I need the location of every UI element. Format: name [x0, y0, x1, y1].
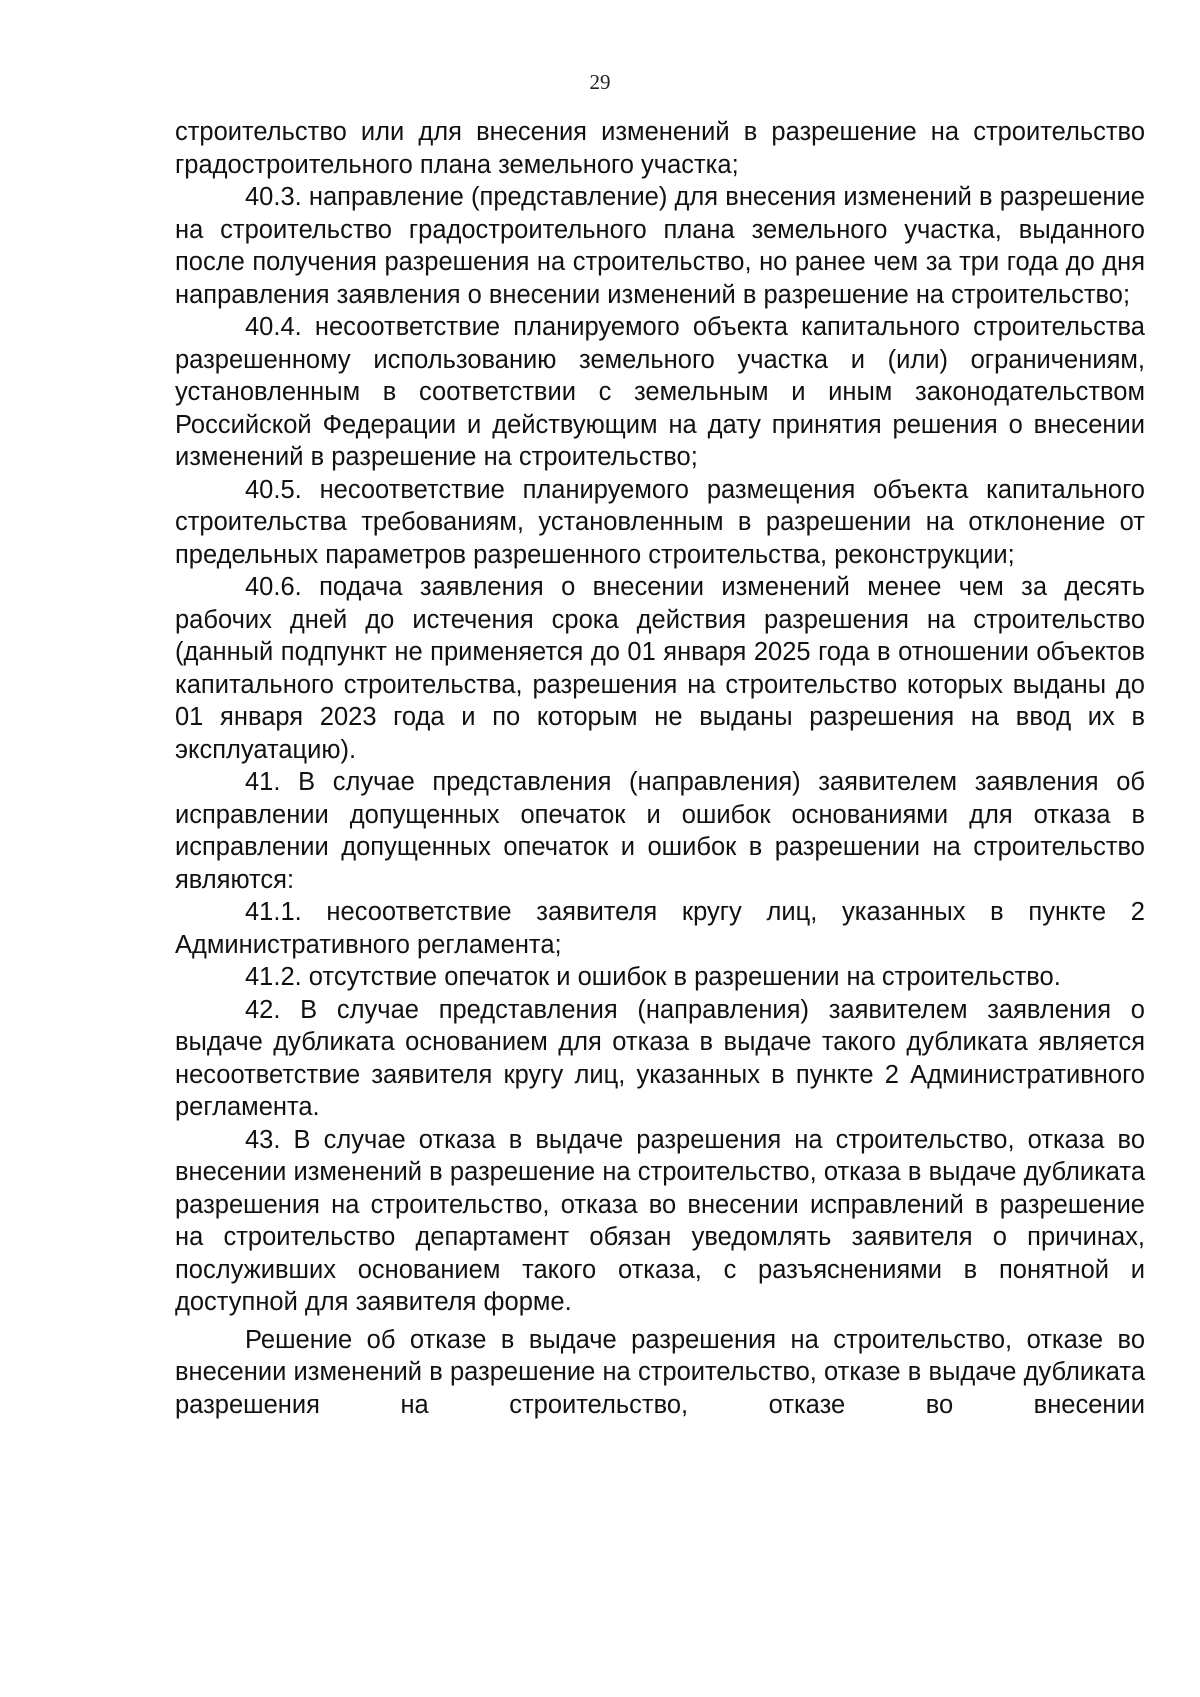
paragraph: 40.4. несоответствие планируемого объекта капитального строительства разрешенному использованию земельного участка и (или) ограничениям, установленным в соответствии с земельным и иным законодательством Российской Федерации и действующим на дату принятия решения о внесении изменений в разрешение на строительство;: [175, 313, 1145, 471]
paragraph: 41.1. несоответствие заявителя кругу лиц, указанных в пункте 2 Административного регламента;: [175, 898, 1145, 959]
paragraph: Решение об отказе в выдаче разрешения на строительство, отказе во внесении изменений в разрешение на строительство, отказе в выдаче дубликата разрешения на строительство, отказе во внесении: [175, 1325, 1145, 1419]
paragraph: 42. В случае представления (направления) заявителем заявления о выдаче дубликата основанием для отказа в выдаче такого дубликата является несоответствие заявителя кругу лиц, указанных в пункте 2 Административного регламента.: [175, 995, 1145, 1121]
document-body: [175, 116, 1145, 1421]
page-number: 29: [589, 70, 611, 94]
paragraph: 43. В случае отказа в выдаче разрешения на строительство, отказа во внесении изменений в разрешение на строительство, отказа в выдаче дубликата разрешения на строительство, отказа во внесении исправлений в разрешение на строительство департамент обязан уведомлять заявителя о причинах, послуживших основанием такого отказа, с разъяснениями в понятной и доступной для заявителя форме.: [175, 1125, 1145, 1316]
paragraph: строительство или для внесения изменений в разрешение на строительство градостроительного плана земельного участка;: [175, 118, 1145, 179]
paragraph: 41.2. отсутствие опечаток и ошибок в разрешении на строительство.: [245, 963, 1061, 991]
paragraph: 41. В случае представления (направления) заявителем заявления об исправлении допущенных опечаток и ошибок основаниями для отказа в исправлении допущенных опечаток и ошибок в разрешении на строительство являются:: [175, 768, 1145, 894]
paragraph: 40.3. направление (представление) для внесения изменений в разрешение на строительство градостроительного плана земельного участка, выданного после получения разрешения на строительство, но ранее чем за три года до дня направления заявления о внесении изменений в разрешение на строительство;: [175, 183, 1145, 309]
paragraph: 40.5. несоответствие планируемого размещения объекта капитального строительства требованиям, установленным в разрешении на отклонение от предельных параметров разрешенного строительства, реконструкции;: [175, 475, 1145, 569]
paragraph: 40.6. подача заявления о внесении изменений менее чем за десять рабочих дней до истечения срока действия разрешения на строительство (данный подпункт не применяется до 01 января 2025 года в отношении объектов капитального строительства, разрешения на строительство которых выданы до 01 января 2023 года и по которым не выданы разрешения на ввод их в эксплуатацию).: [175, 573, 1145, 764]
